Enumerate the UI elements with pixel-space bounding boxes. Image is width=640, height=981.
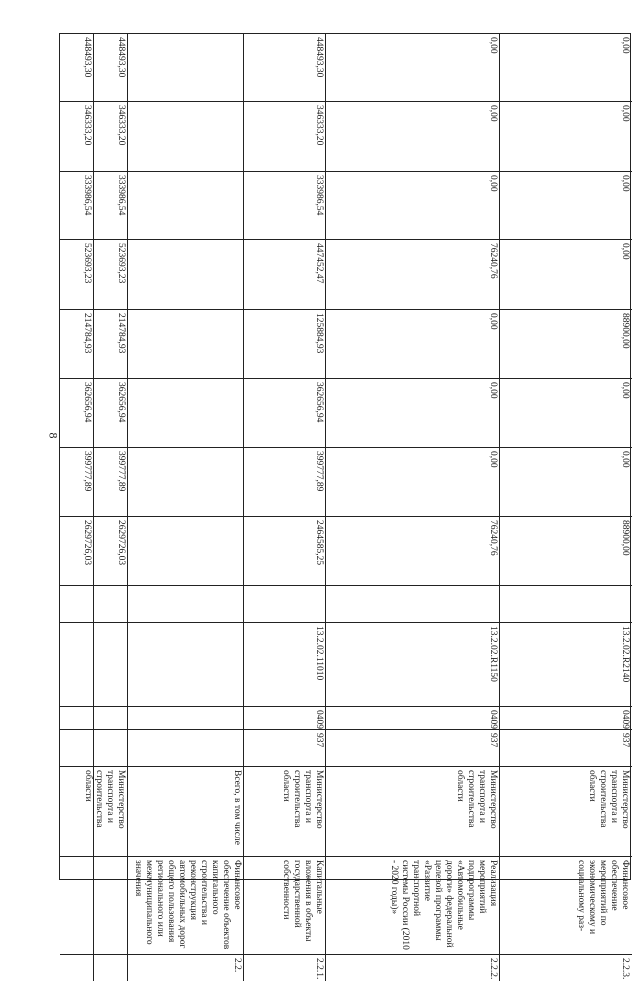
cell-name — [60, 857, 94, 955]
cell-text-y5: 333986,54 — [82, 175, 92, 216]
cell-text-y4: 523693,23 — [82, 243, 92, 284]
cell-text-y7 — [128, 34, 244, 102]
cell-csr — [128, 623, 244, 707]
cell-text-csr: 13.2.02.R1150 — [488, 626, 498, 682]
cell-text-responsible: Министерство транспорта и строительства области — [281, 770, 324, 829]
cell-text-csr — [94, 623, 128, 707]
cell-text-total: 2629726,03 — [116, 520, 126, 566]
cell-grbs — [244, 730, 326, 767]
cell-text-y3: 214784,93 — [82, 313, 92, 354]
cell-y2 — [244, 379, 326, 448]
cell-y1 — [94, 448, 128, 517]
cell-text-vr — [128, 586, 244, 623]
cell-code — [500, 955, 632, 981]
cell-y4 — [94, 240, 128, 310]
cell-y6 — [128, 102, 244, 172]
cell-y1 — [60, 448, 94, 517]
cell-rzpr — [326, 707, 500, 730]
cell-text-y2: 0,00 — [488, 382, 498, 399]
cell-name — [326, 857, 500, 955]
table-row — [128, 34, 244, 973]
cell-y2 — [128, 379, 244, 448]
cell-y1 — [128, 448, 244, 517]
cell-text-name: Финансовое обеспечение объектов капитального строительства и реконструкция автомобильных дорог общего пользования регионального или межмуниципального значения — [133, 860, 242, 950]
cell-text-name: Капитальные вложения в объекты государственной собственности — [281, 860, 324, 942]
cell-y6 — [244, 102, 326, 172]
cell-grbs — [128, 730, 244, 767]
cell-text-y6: 346333,20 — [116, 105, 126, 146]
cell-text-responsible: Министерство транспорта и строительства области — [83, 770, 126, 829]
cell-text-y5: 333986,54 — [314, 175, 324, 216]
cell-total — [500, 517, 632, 586]
cell-y5 — [326, 172, 500, 240]
cell-text-rzpr — [94, 707, 128, 730]
cell-y4 — [128, 240, 244, 310]
cell-text-y1 — [128, 448, 244, 517]
cell-text-code: 2.2.2. — [488, 958, 498, 980]
cell-y2 — [60, 379, 94, 448]
cell-y6 — [60, 102, 94, 172]
cell-grbs — [94, 730, 128, 767]
cell-y4 — [244, 240, 326, 310]
cell-text-name — [94, 857, 128, 955]
cell-text-name — [60, 857, 94, 955]
cell-text-csr: 13.2.02.11010 — [314, 626, 324, 681]
cell-y3 — [244, 310, 326, 379]
cell-code — [326, 955, 500, 981]
cell-text-y7: 0,00 — [620, 37, 630, 54]
cell-y7 — [94, 34, 128, 102]
cell-text-y4: 0,00 — [620, 243, 630, 260]
cell-text-responsible: Всего, в том числе — [232, 770, 242, 845]
table-row — [500, 34, 632, 980]
table-row — [244, 34, 326, 980]
cell-vr — [128, 586, 244, 623]
cell-text-code — [60, 955, 94, 981]
cell-code — [128, 955, 244, 981]
cell-y5 — [94, 172, 128, 240]
cell-total — [60, 517, 94, 586]
cell-rzpr — [94, 707, 128, 730]
cell-y1 — [326, 448, 500, 517]
cell-text-grbs: 937 — [488, 733, 498, 748]
cell-text-y6 — [128, 102, 244, 172]
cell-text-responsible: Министерство транспорта и строительства области — [455, 770, 498, 829]
cell-rzpr — [500, 707, 632, 730]
cell-csr — [244, 623, 326, 707]
cell-text-y6: 0,00 — [488, 105, 498, 122]
cell-y1 — [500, 448, 632, 517]
cell-text-y1: 0,00 — [620, 451, 630, 468]
cell-text-name: Финансовое обеспечение мероприятий по экономическому и социальному раз- — [576, 860, 630, 935]
cell-rzpr — [128, 707, 244, 730]
cell-text-grbs: 937 — [314, 733, 324, 748]
cell-vr — [326, 586, 500, 623]
cell-y4 — [326, 240, 500, 310]
cell-text-y7: 0,00 — [488, 37, 498, 54]
cell-text-y5 — [128, 172, 244, 240]
cell-text-vr — [94, 586, 128, 623]
cell-y6 — [94, 102, 128, 172]
cell-csr — [94, 623, 128, 707]
cell-text-y2 — [128, 379, 244, 448]
page-number: 8 — [46, 432, 61, 439]
cell-code — [244, 955, 326, 981]
cell-y5 — [244, 172, 326, 240]
cell-grbs — [326, 730, 500, 767]
cell-text-rzpr — [128, 707, 244, 730]
cell-text-y1: 399777,89 — [314, 451, 324, 492]
cell-name — [244, 857, 326, 955]
cell-code — [94, 955, 128, 981]
cell-text-total: 2629726,03 — [82, 520, 92, 566]
cell-responsible — [500, 767, 632, 857]
cell-text-y2: 362656,94 — [314, 382, 324, 423]
cell-y7 — [60, 34, 94, 102]
cell-y7 — [244, 34, 326, 102]
cell-text-y1: 399777,89 — [116, 451, 126, 492]
cell-name — [128, 857, 244, 955]
cell-text-grbs: 937 — [620, 733, 630, 748]
cell-y5 — [500, 172, 632, 240]
cell-text-total: 88900,00 — [620, 520, 630, 556]
cell-y4 — [500, 240, 632, 310]
cell-text-code: 2.2.3. — [620, 958, 630, 980]
cell-text-y5: 0,00 — [620, 175, 630, 192]
cell-text-name: Реализация мероприятий подпрограммы «Автомобильные дороги» федеральной целевой программы «Развитие транспортной системы России (2010 - 2020 годы)» — [389, 860, 498, 950]
cell-total — [128, 517, 244, 586]
cell-y5 — [60, 172, 94, 240]
cell-text-grbs — [60, 730, 94, 767]
cell-y7 — [500, 34, 632, 102]
cell-csr — [326, 623, 500, 707]
cell-text-y2: 362656,94 — [116, 382, 126, 423]
cell-text-rzpr: 0409 — [314, 710, 324, 729]
cell-text-total: 76240,76 — [488, 520, 498, 556]
cell-text-y7: 448493,30 — [82, 37, 92, 78]
cell-text-y3: 125884,93 — [314, 313, 324, 354]
cell-text-y1: 399777,89 — [82, 451, 92, 492]
cell-vr — [94, 586, 128, 623]
table-row — [326, 34, 500, 980]
cell-y3 — [326, 310, 500, 379]
cell-text-y3 — [128, 310, 244, 379]
cell-y1 — [244, 448, 326, 517]
cell-text-code: 2.2.1. — [314, 958, 324, 980]
cell-text-rzpr: 0409 — [488, 710, 498, 729]
cell-text-total — [128, 517, 244, 586]
cell-text-y4: 447452,47 — [314, 243, 324, 284]
cell-text-vr — [326, 586, 500, 623]
cell-vr — [60, 586, 94, 623]
cell-total — [94, 517, 128, 586]
cell-text-vr — [244, 586, 326, 623]
cell-text-total: 2464585,25 — [314, 520, 324, 566]
cell-csr — [500, 623, 632, 707]
cell-text-code — [94, 955, 128, 981]
cell-y6 — [500, 102, 632, 172]
cell-text-y7: 448493,30 — [314, 37, 324, 78]
cell-y7 — [128, 34, 244, 102]
cell-text-y4: 76240,76 — [488, 243, 498, 279]
cell-responsible — [83, 767, 128, 857]
cell-y2 — [326, 379, 500, 448]
cell-vr — [244, 586, 326, 623]
cell-text-y6: 0,00 — [620, 105, 630, 122]
cell-text-y4 — [128, 240, 244, 310]
cell-y7 — [326, 34, 500, 102]
cell-responsible — [128, 767, 244, 857]
cell-csr — [60, 623, 94, 707]
cell-text-rzpr: 0409 — [620, 710, 630, 729]
cell-total — [244, 517, 326, 586]
cell-code — [60, 955, 94, 981]
cell-rzpr — [244, 707, 326, 730]
cell-y3 — [128, 310, 244, 379]
cell-text-csr — [60, 623, 94, 707]
cell-grbs — [60, 730, 94, 767]
table-row — [83, 34, 128, 881]
cell-text-y6: 346333,20 — [314, 105, 324, 146]
cell-y3 — [500, 310, 632, 379]
cell-grbs — [500, 730, 632, 767]
cell-text-y6: 346333,20 — [82, 105, 92, 146]
cell-text-y5: 0,00 — [488, 175, 498, 192]
cell-y5 — [128, 172, 244, 240]
cell-y3 — [94, 310, 128, 379]
cell-text-y2: 362656,94 — [82, 382, 92, 423]
cell-y6 — [326, 102, 500, 172]
cell-text-y1: 0,00 — [488, 451, 498, 468]
cell-name — [94, 857, 128, 955]
cell-text-csr: 13.2.02.R2140 — [620, 626, 630, 683]
cell-text-y2: 0,00 — [620, 382, 630, 399]
cell-name — [500, 857, 632, 955]
cell-text-grbs — [94, 730, 128, 767]
budget-table — [59, 33, 631, 980]
cell-y3 — [60, 310, 94, 379]
cell-text-code: 2.2. — [232, 958, 242, 973]
cell-text-grbs — [128, 730, 244, 767]
cell-text-vr — [500, 586, 632, 623]
cell-text-rzpr — [60, 707, 94, 730]
cell-text-y3: 88900,00 — [620, 313, 630, 349]
cell-y2 — [94, 379, 128, 448]
cell-text-y5: 333986,54 — [116, 175, 126, 216]
cell-text-csr — [128, 623, 244, 707]
cell-y2 — [500, 379, 632, 448]
table-row — [60, 34, 94, 881]
cell-rzpr — [60, 707, 94, 730]
cell-y4 — [60, 240, 94, 310]
cell-responsible — [244, 767, 326, 857]
cell-responsible — [326, 767, 500, 857]
cell-text-y3: 0,00 — [488, 313, 498, 330]
cell-total — [326, 517, 500, 586]
cell-text-vr — [60, 586, 94, 623]
cell-text-y7: 448493,30 — [116, 37, 126, 78]
cell-text-y3: 214784,93 — [116, 313, 126, 354]
cell-text-y4: 523693,23 — [116, 243, 126, 284]
cell-vr — [500, 586, 632, 623]
cell-text-responsible: Министерство транспорта и строительства области — [587, 770, 630, 829]
